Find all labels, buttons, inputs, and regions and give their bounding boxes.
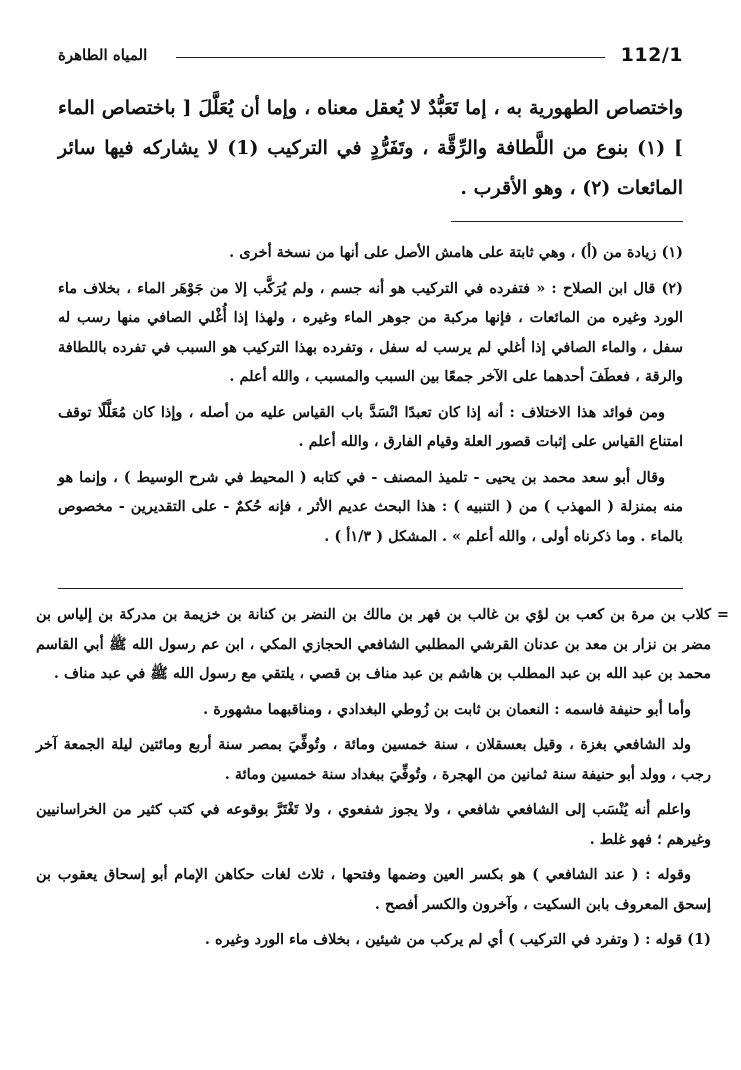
page-number: 112/1 — [620, 44, 683, 66]
page-header — [58, 44, 683, 74]
commentary-paragraph: ولد الشافعي بغزة ، وقيل بعسقلان ، سنة خمسين ومائة ، وتُوفِّيَ بمصر سنة أربع ومائتين ليلة الجمعة آخر رجب ، وولد أبو حنيفة سنة ثمانين من الهجرة ، وتُوفِّيَ ببغداد سنة خمسين ومائة . — [36, 736, 711, 783]
header-rule — [176, 57, 605, 58]
footnote-2-continuation: ومن فوائد هذا الاختلاف : أنه إذا كان تعبدًا انْسَدَّ باب القياس عليه من أصله ، وإذا كان مُعَلَّلًا توقف امتناع القياس على إثبات قصور العلة وقيام الفارق ، والله أعلم . — [58, 403, 683, 450]
main-text — [58, 88, 683, 208]
footnote-2-continuation-2: وقال أبو سعد محمد بن يحيى - تلميذ المصنف - في كتابه ( المحيط في شرح الوسيط ) ، وإنما هو منه بمنزلة ( المهذب ) من ( التنبيه ) : هذا البحث عديم الأثر ، فإنه حُكمٌ - على التقديرين - مخصوص بالماء . وما ذكرناه أولى ، والله أعلم » . المشكل ( ١/٣أ ) . — [58, 468, 683, 545]
commentary-paragraph: وقوله : ( عند الشافعي ) هو بكسر العين وضمها وفتحها ، ثلاث لغات حكاهن الإمام أبو إسحاق يعقوب بن إسحق المعروف بابن السكيت ، وآخرون والكسر أفصح . — [36, 866, 711, 913]
commentary-text: كلاب بن مرة بن كعب بن لؤي بن غالب بن فهر بن مالك بن النضر بن كنانة بن خزيمة بن مدركة بن إلياس بن مضر بن نزار بن معد بن عدنان القرشي المطلبي الشافعي الحجازي المكي ، ابن عم رسول الله ﷺ أبي القاسم محمد بن عبد الله بن عبد المطلب بن هاشم بن عبد مناف بن قصي ، يلتقي مع رسول الله ﷺ في عبد مناف . — [36, 606, 711, 682]
footnote-2: (٢) قال ابن الصلاح : « فتفرده في التركيب هو أنه جسم ، ولم يُرَكَّب إلا من جَوْهَر الماء ، بخلاف ماء الورد وغيره من المائعات ، فإنها مركبة من جوهر الماء وغيره ، ولهذا إذا أُغْلي الصافي منها رسب له سفل ، والماء الصافي إذا أغلي لم يرسب له سفل ، وتفرده بهذا التركيب هو السبب في تفرده باللطافة والرقة ، فعطَفَ أحدهما على الآخر جمعًا بين السبب والمسبب ، والله أعلم . — [58, 279, 683, 385]
footnote-separator — [451, 221, 683, 222]
running-title: المياه الطاهرة — [58, 46, 148, 64]
commentary-footnote: (1) قوله : ( وتفرد في التركيب ) أي لم يركب من شيئين ، بخلاف ماء الورد وغيره . — [204, 931, 711, 948]
footnotes-top — [58, 238, 683, 557]
section-separator — [58, 588, 683, 589]
continuation-mark: = — [716, 606, 729, 623]
footnotes-bottom — [36, 600, 729, 961]
commentary-paragraph — [36, 600, 729, 689]
commentary-paragraph: واعلم أنه يُنْسَب إلى الشافعي شافعي ، ولا يجوز شفعوي ، ولا تَغْتَرَّ بوقوعه في كتب كثير من الخراسانيين وغيرهم ؛ فهو غلط . — [36, 801, 711, 848]
commentary-paragraph: وأما أبو حنيفة فاسمه : النعمان بن ثابت بن زُوطي البغدادي ، ومناقبهما مشهورة . — [203, 700, 691, 718]
footnote-1: (١) زيادة من (أ) ، وهي ثابتة على هامش الأصل على أنها من نسخة أخرى . — [229, 244, 683, 261]
main-paragraph: واختصاص الطهورية به ، إما تَعَبُّدٌ لا يُعقل معناه ، وإما أن يُعَلَّلَ [ باختصاص الماء ] (١) بنوع من اللَّطافة والرِّقَّة ، وتَفَرُّدٍ في التركيب (1) لا يشاركه فيها سائر المائعات (٢) ، وهو الأقرب . — [58, 97, 683, 199]
